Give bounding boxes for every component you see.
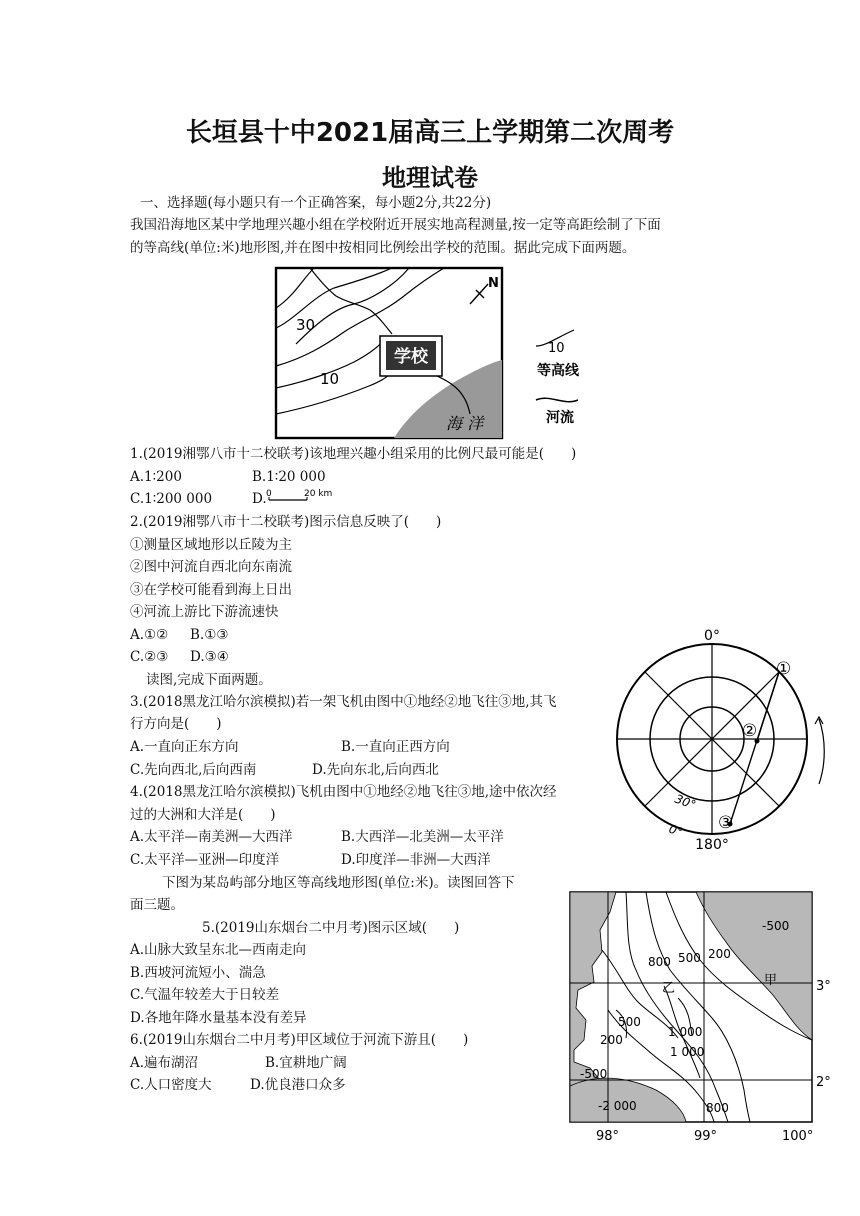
q3-stem-a: 3.(2018黑龙江哈尔滨模拟)若一架飞机由图中①地经②地飞往③地,其飞 [130, 694, 557, 710]
contour-label: -500 [580, 1067, 608, 1081]
school-label: 学校 [394, 347, 428, 367]
q6-option-a: A.遍布湖沼 [130, 1055, 199, 1071]
contour-label: -2 000 [598, 1099, 637, 1113]
q2-option-a: A.①② [130, 627, 169, 643]
q4-stem-b: 过的大洲和大洋是( ) [130, 807, 276, 823]
contour-label: 1 000 [668, 1025, 703, 1039]
q6-stem: 6.(2019山东烟台二中月考)甲区域位于河流下游且( ) [130, 1032, 469, 1048]
q3-option-b: B.一直向正西方向 [341, 739, 450, 755]
legend-river-line [536, 398, 578, 401]
point-3-label: ③ [718, 813, 734, 833]
intro-paragraph-3a: 下图为某岛屿部分地区等高线地形图(单位:米)。读图回答下 [162, 875, 515, 891]
q4-stem-a: 4.(2018黑龙江哈尔滨模拟)飞机由图中①地经②地飞往③地,途中依次经 [130, 784, 557, 800]
longitude-100-label: 100° [782, 1129, 814, 1144]
contour-label: 200 [600, 1033, 623, 1047]
meridian-180-label: 180° [695, 837, 729, 853]
latitude-30-label: 30° [672, 791, 698, 813]
legend-river-label: 河流 [546, 410, 574, 426]
q3-option-d: D.先向东北,后向西北 [312, 762, 439, 778]
scale-bar [266, 486, 338, 508]
north-label: N [488, 276, 499, 291]
latitude-2-label: 2° [816, 1075, 831, 1090]
legend-contour-label: 等高线 [537, 363, 579, 379]
q6-option-c: C.人口密度大 [130, 1077, 212, 1093]
q3-option-c: C.先向西北,后向西南 [130, 762, 257, 778]
q5-option-d: D.各地年降水量基本没有差异 [130, 1010, 307, 1026]
latitude-0-label: 0° [666, 821, 685, 840]
contour-label: 500 [678, 951, 701, 965]
point-1-label: ① [776, 659, 792, 679]
contour-label: 800 [648, 955, 671, 969]
island-contour-map [566, 890, 846, 1146]
rotation-arrow [819, 719, 824, 784]
latitude-3-label: 3° [816, 979, 831, 994]
q1-option-b: B.1∶20 000 [252, 469, 326, 485]
q1-option-a: A.1∶200 [130, 469, 182, 485]
q4-option-c: C.太平洋—亚洲—印度洋 [130, 852, 280, 868]
q3-stem-b: 行方向是( ) [130, 716, 222, 732]
contour-label: 200 [708, 947, 731, 961]
longitude-98-label: 98° [596, 1129, 620, 1144]
q1-option-c: C.1∶200 000 [130, 491, 213, 507]
q5-option-b: B.西坡河流短小、湍急 [130, 965, 266, 981]
contour-label: 800 [706, 1101, 729, 1115]
q2-option-c: C.②③ [130, 649, 169, 665]
ocean-label: 海 洋 [446, 414, 484, 433]
q2-statement-1: ①测量区域地形以丘陵为主 [130, 537, 292, 553]
q4-option-b: B.大西洋—北美洲—太平洋 [341, 829, 504, 845]
page-title: 长垣县十中2021届高三上学期第二次周考 [185, 118, 675, 148]
intro-paragraph-3b: 面三题。 [130, 897, 184, 913]
intro-paragraph-2: 读图,完成下面两题。 [146, 672, 272, 688]
longitude-99-label: 99° [694, 1129, 718, 1144]
q2-statement-4: ④河流上游比下游流速快 [130, 604, 279, 620]
q5-option-a: A.山脉大致呈东北—西南走向 [130, 942, 307, 958]
q2-statement-3: ③在学校可能看到海上日出 [130, 582, 292, 598]
point-yi-label: 乙 [662, 981, 676, 996]
intro-paragraph-1a: 我国沿海地区某中学地理兴趣小组在学校附近开展实地高程测量,按一定等高距绘制了下面 [130, 217, 661, 233]
polar-projection-diagram [612, 624, 836, 854]
q6-option-b: B.宜耕地广阔 [265, 1055, 347, 1071]
q4-option-a: A.太平洋—南美洲—大西洋 [130, 829, 293, 845]
contour-label: 1 000 [670, 1045, 705, 1059]
contour-label: -500 [762, 919, 790, 933]
q6-option-d: D.优良港口众多 [250, 1077, 346, 1093]
legend-contour-value: 10 [548, 341, 565, 356]
q1-option-d: D. [252, 491, 267, 507]
section-heading: 一、选择题(每小题只有一个正确答案，每小题2分,共22分) [140, 195, 492, 211]
q5-stem: 5.(2019山东烟台二中月考)图示区域( ) [202, 920, 460, 936]
q2-option-d: D.③④ [190, 649, 229, 665]
q2-stem: 2.(2019湘鄂八市十二校联考)图示信息反映了( ) [130, 514, 442, 530]
q4-option-d: D.印度洋—非洲—大西洋 [341, 852, 491, 868]
scale-start: 0 [266, 489, 272, 499]
scale-end: 20 km [304, 489, 333, 499]
q5-option-c: C.气温年较差大于日较差 [130, 987, 280, 1003]
q2-option-b: B.①③ [190, 627, 229, 643]
contour-map-school [274, 266, 614, 440]
region-jia-label: 甲 [764, 973, 778, 988]
q3-option-a: A.一直向正东方向 [130, 739, 239, 755]
q2-statement-2: ②图中河流自西北向东南流 [130, 559, 292, 575]
meridian-0-label: 0° [704, 628, 720, 644]
contour-label-10: 10 [320, 370, 340, 388]
point-2-label: ② [742, 721, 758, 741]
contour-label-30: 30 [296, 316, 316, 334]
page-subtitle: 地理试卷 [382, 164, 478, 192]
intro-paragraph-1b: 的等高线(单位:米)地形图,并在图中按相同比例绘出学校的范围。据此完成下面两题。 [130, 240, 636, 256]
q1-stem: 1.(2019湘鄂八市十二校联考)该地理兴趣小组采用的比例尺最可能是( ) [130, 446, 577, 462]
contour-label: 500 [618, 1015, 641, 1029]
